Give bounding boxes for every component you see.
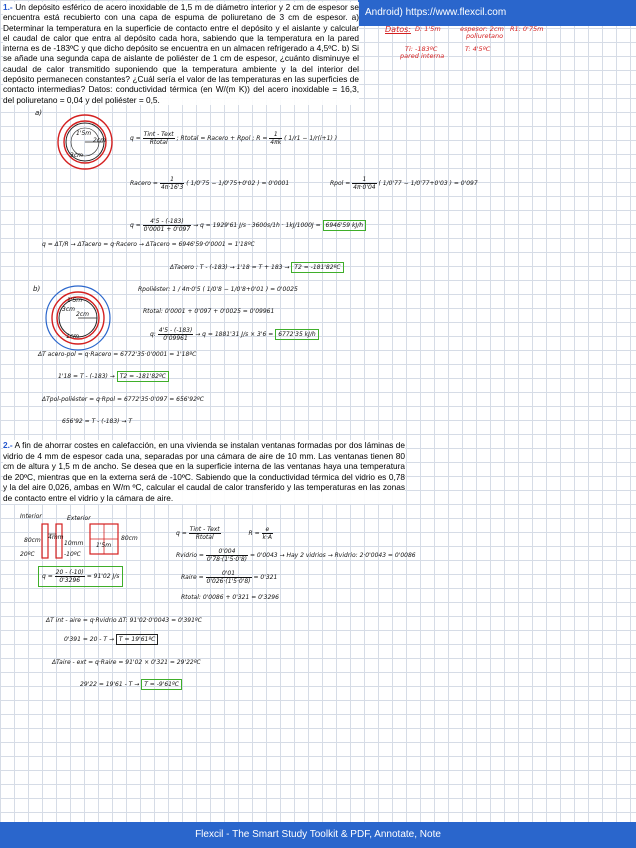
r-pol-line: Rpol = $\frac{1}{4\pi\cdot 0'04}$ ( 1/0'77 − 1/0'77+0'03 ) = 0'097 <box>330 176 478 191</box>
datos-poliuretano: poliuretano <box>466 32 504 40</box>
dt-int-aire-2: 0'391 = 20 - T → T = 19'61ºC <box>64 636 158 643</box>
dt-pol-poliester: ΔTpol-poliéster = q·Rpol = 6772'35·0'097 = 656'92ºC <box>42 396 204 403</box>
sphere-b-d1: 1'5m <box>67 297 83 304</box>
t-result-int: T = 19'61ºC <box>116 634 158 645</box>
q-result-2: q = $\frac{20 - (-10)}{0'3296}$ = 91'02 J/s <box>38 566 123 587</box>
datos-ti: Ti: -183ºC <box>405 45 438 53</box>
dt-aire-ext: ΔTaire - ext = q·Raire = 91'02 × 0'321 = 29'22ºC <box>52 659 201 666</box>
dim-80cm-2: 80cm <box>121 535 138 542</box>
q-box-2 <box>38 566 123 587</box>
sphere-diagram-a <box>55 112 115 172</box>
r-poliester-line: Rpoliéster: 1 / 4π·0'5 ( 1/0'8 − 1/0'8+0'01 ) = 0'0025 <box>138 286 298 293</box>
r-total-2: Rtotal: 0'0086 + 0'321 = 0'3296 <box>181 594 279 601</box>
bottom-banner-text[interactable]: Flexcil - The Smart Study Toolkit & PDF, Annotate, Note <box>195 829 441 840</box>
sphere-b-d2: 2cm <box>76 311 89 318</box>
problem-1-body: Un depósito esférico de acero inoxidable de 1,5 m de diámetro interior y 2 cm de espesor se encuentra está recubierto con una capa de espuma de poliuretano de 3 cm de espesor. a) Determinar la temperatura en la superficie de contacto entre el depósito y el aislante y calcular el caudal de calor que entra al depósito cada hora, sabiendo que la temperatura en la pared interna es de -183ºC y que dicho depósito se encuentra en un almacen refrigerado a 4,5ºC. b) Si se añade una segunda capa de aislante de poliéster de 1 cm de espesor, ¿cuánto disminuye el caudal de calor transmitido suponiendo que la temperatura ambiente y la del interior del depósito permanecen constantes? ¿Cuál sería el valor de las temperaturas en las superficies de contacto intermedias? Datos: conductividad térmica (en W/(m K)) del acero inoxidable = 16,3, del poliuretano = 0,04 y del poliéster = 0,5. <box>3 2 359 105</box>
q-calc-b: q: $\frac{4'5 - (-183)}{0'09961}$ → q = 1881'31 J/s × 3'6 = 6772'35 kJ/h <box>150 327 319 342</box>
dt-aire-ext-2: 29'22 = 19'61 - T → T = -9'61ºC <box>80 681 182 688</box>
top-banner-text[interactable]: Android) https://www.flexcil.com <box>365 7 507 18</box>
dim-4mm: 4mm <box>48 534 64 541</box>
r-total-b: Rtotal: 0'0001 + 0'097 + 0'0025 = 0'09961 <box>143 308 275 315</box>
dim-80cm: 80cm <box>24 537 41 544</box>
datos-espesor: espesor: 2cm <box>460 25 504 33</box>
part-b-label: b) <box>33 285 41 293</box>
problem-2-text <box>3 440 405 504</box>
sphere-b-d4: 1cm <box>66 333 79 340</box>
dt-acero-line-2: ΔTacero : T - (-183) → 1'18 = T + 183 → T2 = -181'82ºC <box>170 264 344 271</box>
q-result-a: 6946'59 kJ/h <box>323 220 367 231</box>
top-banner[interactable] <box>358 0 636 26</box>
bottom-banner[interactable] <box>0 822 636 848</box>
datos-title: Datos: <box>385 25 411 34</box>
part-a-label: a) <box>35 109 43 117</box>
t2-result-b: T2 = -181'82ºC <box>117 371 169 382</box>
dt-acero-pol-2: 1'18 = T - (-183) → T2 = -181'82ºC <box>58 373 169 380</box>
datos-pared: pared interna <box>400 52 445 60</box>
sphere-diagram-b <box>43 283 113 353</box>
label-interior: Interior <box>20 513 42 520</box>
datos-diametro: D: 1'5m <box>415 25 441 33</box>
problem-1-number: 1.- <box>3 2 13 12</box>
dim-15m: 1'5m <box>96 542 112 549</box>
heat-formula-a: q = Tint - Text Rtotal ; Rtotal = Racero + Rpol ; R = $\frac{1}{4\pi k}$ ( 1/r1 − 1/r(i+1) ) <box>130 131 338 146</box>
problem-2-number: 2.- <box>3 440 13 450</box>
t2-result-a: T2 = -181'82ºC <box>291 262 343 273</box>
sphere-a-d3: 3cm <box>70 152 83 159</box>
dim-10mm: 10mm <box>64 540 84 547</box>
sphere-a-d1: 1'5m <box>76 130 92 137</box>
datos-te: T: 4'5ºC <box>465 45 491 53</box>
problem-1-text <box>3 2 359 105</box>
dt-pol-poliester-2: 656'92 = T - (-183) → T <box>62 418 133 425</box>
sphere-a-d2: 2cm <box>93 137 106 144</box>
r-aire-line: Raire = $\frac{0'01}{0'026\cdot(1'5\cdot 0'8)}$ = 0'321 <box>181 570 278 585</box>
dt-acero-line: q = ΔT/R → ΔTacero = q·Racero → ΔTacero = 6946'59·0'0001 = 1'18ºC <box>42 241 255 248</box>
problem-2-body: A fin de ahorrar costes en calefacción, en una vivienda se instalan ventanas formadas por dos láminas de vidrio de 4 mm de espesor cada una, separadas por una cámara de aire de 10 mm. Las ventanas tienen 80 cm de altura y 1,5 m de ancho. Se desea que en la superficie interna de las ventanas haya una temperatura de 20ºC, mientras que en la externa será de -10ºC. Sabiendo que la conductividad térmica del vidrio es 0,78 y la del aire 0,026, ambas en W/m ºC, calcular el caudal de calor transferido y las temperaturas en las zonas de contacto entre el vidrio y la cámara de aire. <box>3 440 405 503</box>
t-result-ext: T = -9'61ºC <box>141 679 182 690</box>
datos-r1: R1: 0'75m <box>510 25 544 33</box>
dt-acero-pol: ΔT acero-pol = q·Racero = 6772'35·0'0001 = 1'18ºC <box>38 351 197 358</box>
temp-int: 20ºC <box>20 551 35 558</box>
r-vidrio-line: Rvidrio = $\frac{0'004}{0'78\cdot(1'5\cdot 0'8)}$ = 0'0043 → Hay 2 vidrios → Rvidrio: 2·0'0043 = 0'0086 <box>176 548 416 563</box>
label-exterior: Exterior <box>67 515 91 522</box>
heat-formula-2: q = Tint - Text Rtotal R = $\frac{e}{k\cdot A}$ <box>176 526 273 541</box>
r-acero-line: Racero = $\frac{1}{4\pi\cdot 16'3}$ ( 1/0'75 − 1/0'75+0'02 ) = 0'0001 <box>130 176 290 191</box>
temp-ext: -10ºC <box>64 551 81 558</box>
q-result-b: 6772'35 kJ/h <box>275 329 319 340</box>
sphere-b-d3: 3cm <box>62 306 75 313</box>
dt-int-aire: ΔT int - aire = q·Rvidrio ΔT: 91'02·0'0043 = 0'391ºC <box>46 617 202 624</box>
q-calc-a: q = $\frac{4'5 - (-183)}{0'0001 + 0'097}$ → q = 1929'61 J/s · 3600s/1h · 1kJ/1000J = 6946'59 kJ/h <box>130 218 366 233</box>
